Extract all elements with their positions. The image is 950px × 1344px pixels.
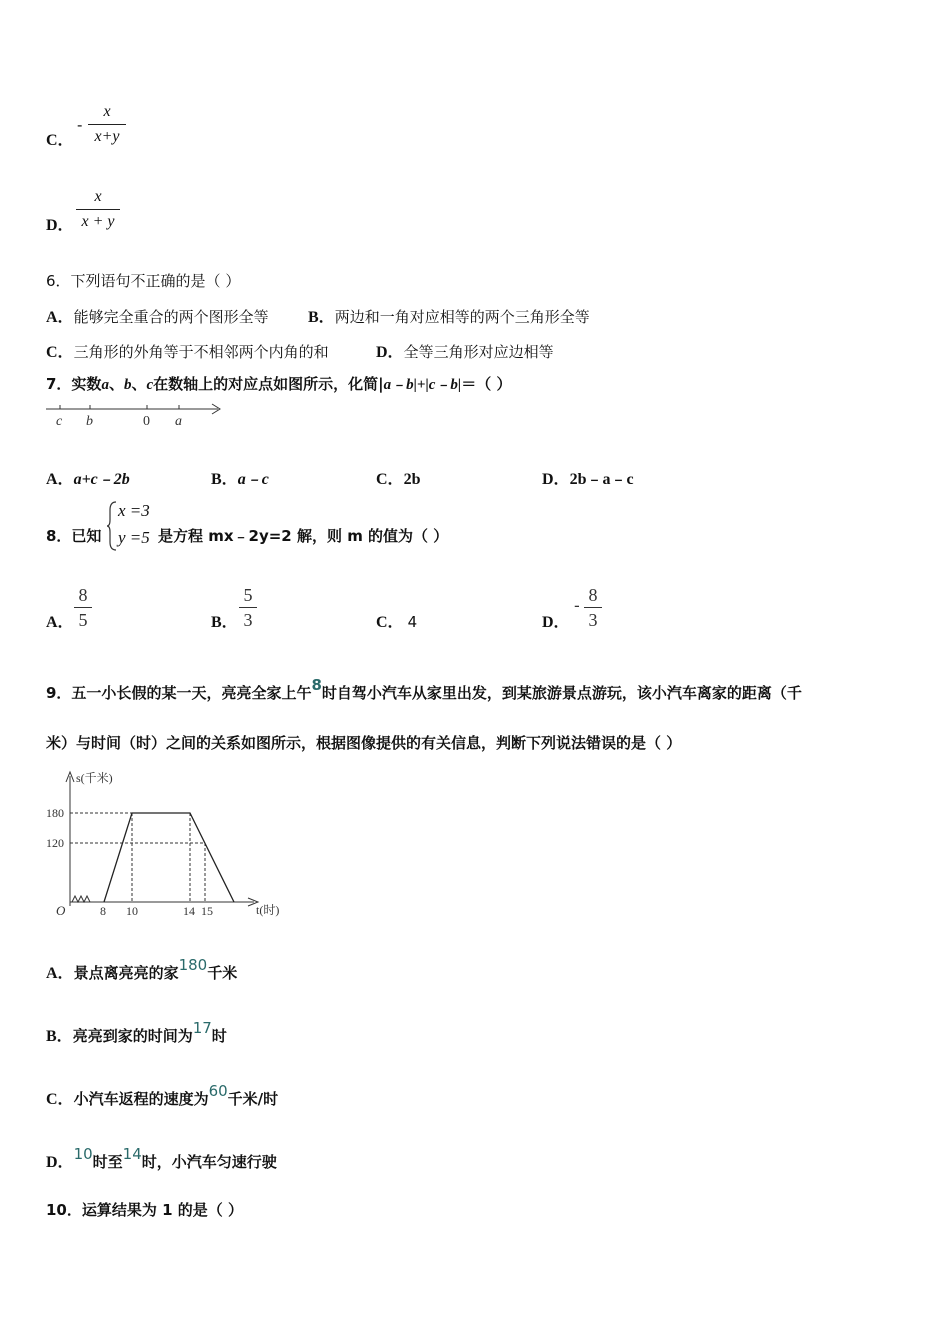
system-line-1: x =3 <box>118 501 150 520</box>
stem-mid: 在数轴上的对应点如图所示，化简| <box>153 375 384 393</box>
x-tick-10: 10 <box>126 904 138 918</box>
option-label: A． <box>46 309 74 326</box>
option-label: B． <box>211 614 238 631</box>
option-label: D． <box>46 1154 74 1171</box>
var-b: b <box>123 377 132 393</box>
option-label: B． <box>46 1028 73 1045</box>
option-label: D． <box>46 217 74 234</box>
y-tick-180: 180 <box>46 806 64 820</box>
option-text: 2b <box>403 471 421 488</box>
q7-stem <box>46 373 511 394</box>
x-tick-15: 15 <box>201 904 213 918</box>
q8-option-d <box>542 584 622 636</box>
option-text: 2b﹣a﹣c <box>569 471 634 488</box>
y-axis-label: s(千米) <box>76 771 113 785</box>
number: 17 <box>192 1019 212 1037</box>
option-text: 千米/时 <box>227 1090 279 1108</box>
option-text: 时至 <box>92 1153 123 1171</box>
axis-label-c: c <box>56 414 63 429</box>
minus-sign: - <box>574 596 580 616</box>
q9-distance-time-graph <box>44 764 294 924</box>
option-label: C． <box>46 132 74 149</box>
q7-option-b <box>211 466 269 489</box>
axis-label-b: b <box>86 414 93 429</box>
number: 14 <box>122 1145 142 1163</box>
option-text: 亮亮到家的时间为 <box>72 1027 193 1045</box>
var-a: a <box>101 377 109 393</box>
option-text: 三角形的外角等于不相邻两个内角的和 <box>73 343 329 361</box>
option-text: 小汽车返程的速度为 <box>73 1090 209 1108</box>
q6-option-a <box>46 304 269 327</box>
option-text: 时 <box>211 1027 227 1045</box>
option-label: D． <box>542 471 570 488</box>
y-tick-120: 120 <box>46 836 64 850</box>
q9-stem-line1 <box>46 676 802 703</box>
denominator: 5 <box>78 610 88 630</box>
option-label: C． <box>376 614 404 631</box>
option-label: D． <box>376 344 404 361</box>
option-text: a+c﹣2b <box>73 471 130 488</box>
fraction <box>74 584 92 631</box>
q7-option-d <box>542 466 634 489</box>
x-tick-14: 14 <box>183 904 195 918</box>
expression: a﹣b|+|c﹣b| <box>383 377 462 393</box>
fraction <box>76 187 120 232</box>
option-text: 千米 <box>207 964 238 982</box>
q9-option-b <box>46 1019 227 1046</box>
stem-text: 时自驾小汽车从家里出发，到某旅游景点游玩，该小汽车离家的距离（千 <box>321 684 802 702</box>
q6-option-b <box>308 304 590 327</box>
x-tick-8: 8 <box>100 904 106 918</box>
q8-option-a <box>46 584 126 636</box>
var-c: c <box>146 377 154 393</box>
stem-text: 9．五一小长假的某一天，亮亮全家上午 <box>46 684 312 702</box>
brace-icon <box>106 500 118 552</box>
denominator: 3 <box>588 610 598 630</box>
option-text: 能够完全重合的两个图形全等 <box>73 308 269 326</box>
number: 10 <box>73 1145 93 1163</box>
option-label: C． <box>376 471 404 488</box>
option-label: A． <box>46 614 74 631</box>
stem-end: ＝（ ） <box>461 375 512 393</box>
axis-label-0: 0 <box>143 414 150 429</box>
option-text: 两边和一角对应相等的两个三角形全等 <box>334 308 590 326</box>
q5-option-c <box>46 100 166 160</box>
number: 8 <box>311 676 322 694</box>
numerator: 8 <box>78 585 88 605</box>
q9-stem-line2: 米）与时间（时）之间的关系如图所示，根据图像提供的有关信息，判断下列说法错误的是（ ） <box>46 734 682 752</box>
denominator: x + y <box>81 213 115 230</box>
option-label: C． <box>46 344 74 361</box>
q8-option-c <box>376 609 417 632</box>
numerator: x <box>94 188 102 205</box>
q5-option-d <box>46 185 166 245</box>
denominator: x+y <box>94 128 120 145</box>
option-text: 景点离亮亮的家 <box>73 964 179 982</box>
fraction <box>88 102 126 147</box>
q7-number-line <box>40 398 230 430</box>
option-label: A． <box>46 965 74 982</box>
separator: 、 <box>108 375 124 393</box>
axis-label-a: a <box>175 414 182 429</box>
option-text: 全等三角形对应边相等 <box>403 343 554 361</box>
stem-prefix: 7．实数 <box>46 375 102 393</box>
q9-option-d <box>46 1145 277 1172</box>
option-text: 4 <box>407 613 418 631</box>
origin-label: O <box>56 903 66 918</box>
stem-rest: 是方程 mx﹣2y=2 解，则 m 的值为（ ） <box>158 527 449 545</box>
stem-prefix: 8．已知 <box>46 527 102 545</box>
numerator: 8 <box>588 585 598 605</box>
x-axis-label: t(时) <box>256 903 280 917</box>
fraction <box>239 584 257 631</box>
q9-option-c <box>46 1082 279 1109</box>
option-label: C． <box>46 1091 74 1108</box>
option-label: D． <box>542 614 570 631</box>
system-line-2: y =5 <box>118 528 150 547</box>
q6-stem: 6．下列语句不正确的是（ ） <box>46 272 241 290</box>
fraction <box>584 584 602 631</box>
numerator: x <box>103 103 111 120</box>
q6-option-d <box>376 339 554 362</box>
option-text: 时，小汽车匀速行驶 <box>141 1153 277 1171</box>
number: 60 <box>208 1082 228 1100</box>
q9-option-a <box>46 956 238 983</box>
option-label: B． <box>308 309 335 326</box>
denominator: 3 <box>243 610 253 630</box>
q7-option-c <box>376 466 420 489</box>
q10-stem: 10．运算结果为 1 的是（ ） <box>46 1201 243 1219</box>
q8-stem <box>46 498 646 558</box>
option-label: A． <box>46 471 74 488</box>
minus-sign: - <box>77 115 83 134</box>
q7-option-a <box>46 466 130 489</box>
number: 180 <box>178 956 208 974</box>
q8-option-b <box>211 584 291 636</box>
option-label: B． <box>211 471 238 488</box>
numerator: 5 <box>243 585 253 605</box>
option-text: a﹣c <box>237 471 269 488</box>
q6-option-c <box>46 339 329 362</box>
separator: 、 <box>131 375 147 393</box>
